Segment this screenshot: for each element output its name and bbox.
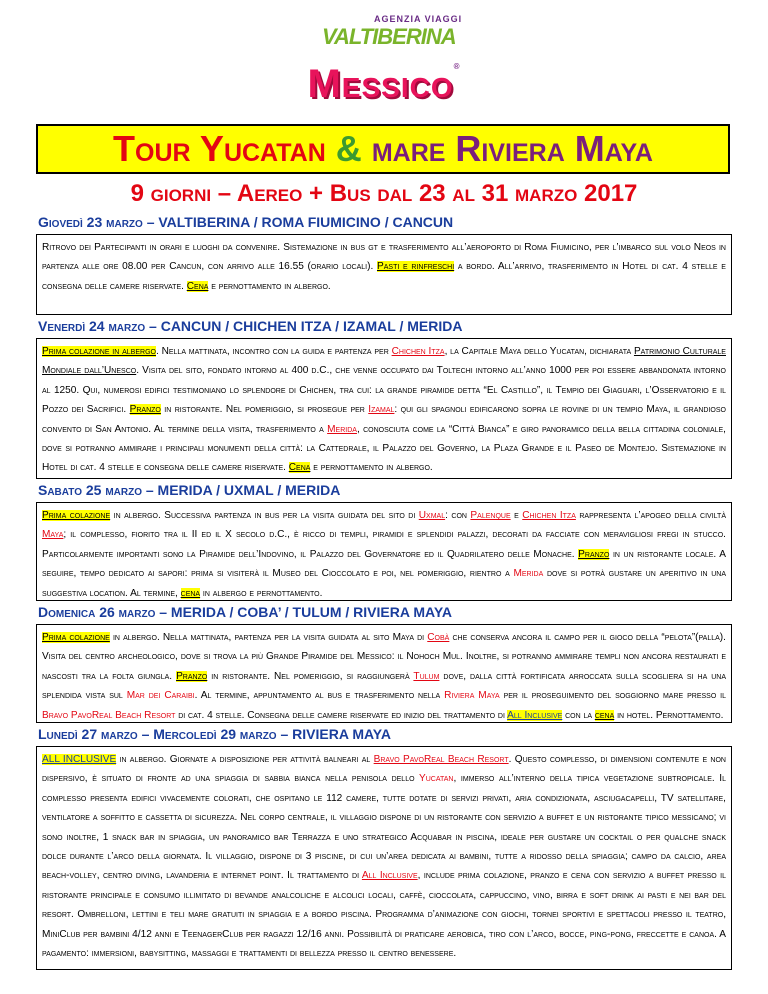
highlight-dinner: cena <box>180 587 201 599</box>
day-description-1 <box>36 234 732 315</box>
day-date: Giovedì 23 marzo – <box>38 214 155 230</box>
text-run: , include prima colazione, pranzo e cena con servizio a buffet presso il ristorante principale e consumo illimitato di bevande analcoliche e alcolici locali, caffè, cioccolata, cappuccino, vino, birra e soft drink ai pasti e nei bar del resort. Ombrelloni, lettini e teli mare gratuiti in spiaggia e a bordo piscina. Programma d’animazione con giochi, tornei sportivi e spettacoli presso il teatro, MiniClub per bambini 4/12 anni e TeenagerClub per ragazzi 12/16 anni. Possibilità di praticare aerobica, tiro con l’arco, bocce, ping-pong, freccette e canoa. A pagamento: immersioni, babysitting, massaggi e trattamenti di bellezza presso il centro benessere. <box>42 870 726 960</box>
day-heading-3 <box>38 482 340 498</box>
text-run: in ristorante. Nel pomeriggio, si raggiungerà <box>207 670 414 682</box>
place-merida: Merida <box>513 568 544 580</box>
place-chichen-itza: Chichen Itza <box>391 346 445 357</box>
text-run: che conserva ancora il campo per il gioco della “pelota”(palla). Visita del centro archeologico, dove si trova la più Grande Piramide del Messico: il Nohoch Mul. Inoltre, si potranno ammirare templi non ancora restaurati e nascosti tra la folta giungla. <box>42 632 726 682</box>
text-run: in albergo. Successiva partenza in bus per la visita guidata del sito di <box>110 510 419 521</box>
place-caribbean-sea: Mar dei Caraibi <box>126 690 195 702</box>
banner-tour: Tour Yucatan <box>113 128 326 169</box>
text-run: : con <box>445 510 471 521</box>
highlight-breakfast: Prima colazione in albergo <box>42 346 156 357</box>
text-run: in albergo. Nella mattinata, partenza per la visita guidata al sito Maya di <box>109 632 428 643</box>
text-run: dove, dalla città fortificata arroccata sulla scogliera si ha una splendida vista sul <box>42 670 726 702</box>
text-run: ; il complesso, fiorito tra il II ed il X secolo d.C., è ricco di templi, piramidi e splendidi palazzi, decorati da facciate con meravigliosi fregi in stucco. Particolarmente importanti sono la Piramide dell’Indovino, il Palazzo del Governatore ed il Quadrilatero delle Monache. <box>42 529 726 560</box>
day-date: Domenica 26 marzo – <box>38 604 168 620</box>
place-palenque: Palenque <box>470 510 511 521</box>
day-heading-2 <box>38 318 462 334</box>
highlight-meals: Pasti e rinfreschi <box>377 261 455 273</box>
text-run: : qui gli spagnoli edificarono sopra le rovine di un tempio Maya, il grandioso convento di San Antonio. Al termine della visita, trasferimento a <box>42 404 726 435</box>
day-heading-1 <box>38 214 453 230</box>
text-run: e pernottamento in albergo. <box>310 462 433 474</box>
highlight-dinner: Cena <box>288 462 311 474</box>
day-heading-4 <box>38 604 452 620</box>
text-run: rappresenta l’apogeo della civiltà <box>575 510 726 521</box>
day-route: RIVIERA MAYA <box>292 726 391 742</box>
text-run: per il proseguimento del soggiorno mare presso il <box>499 690 727 702</box>
text-run: e pernottamento in albergo. <box>208 280 331 292</box>
tour-banner <box>36 124 730 174</box>
day-date: Venerdì 24 marzo – <box>38 318 157 334</box>
text-run: , immerso all’interno della tipica vegetazione subtropicale. Il complesso presenta edifici vivacemente colorati, che ospitano le 112 camere, tutte dotate di servizi privati, aria condizionata, asciugacapelli, TV satellitare, ventilatore a soffitto e cassetta di sicurezza. Nel corpo centrale, il villaggio dispone di un ristorante con servizio a buffet e un ristorante tipico messicano; vi sono inoltre, 1 snack bar in spiaggia, un panoramico bar Terrazza e uno strategico Acquabar in piscina, ideale per gustare un cocktail o per qualche snack dolce durante l’arco della giornata. Il villaggio, dispone di 3 piscine, di cui un’area dedicata ai bambini, tutte a ridosso della spiaggia; campo da calcio, area beach-volley, centro diving, lavanderia e internet point. Il trattamento di <box>42 773 727 882</box>
day-route: VALTIBERINA / ROMA FIUMICINO / CANCUN <box>158 214 454 230</box>
trip-subtitle: 9 giorni – Aereo + Bus dal 23 al 31 marzo 2017 <box>130 180 638 207</box>
text-run: . Questo complesso, di dimensioni contenute e non dispersivo, è situato di fronte ad una spiaggia di sabbia bianca nella penisola dello <box>42 754 726 785</box>
highlight-breakfast: Prima colazione <box>42 632 110 643</box>
place-maya: Maya <box>42 529 64 541</box>
text-run: in albergo e pernottamento. <box>200 587 323 599</box>
day-heading-5 <box>38 726 391 742</box>
day-route: MERIDA / COBA’ / TULUM / RIVIERA MAYA <box>170 604 452 620</box>
place-uxmal: Uxmal <box>418 510 446 521</box>
logo-agency-line: AGENZIA VIAGGI <box>374 14 463 24</box>
highlight-dinner: Cena <box>186 280 209 292</box>
banner-ampersand: & <box>335 128 362 169</box>
text-run: Ritrovo dei Partecipanti in orari e luoghi da convenire. Sistemazione in bus gt e trasferimento all’aeroporto di Roma Fiumicino, per l’imbarco sul volo Neos in partenza alle ore 08.00 per Cancun, con arrivo alle 16.55 (orario locali). <box>42 242 726 273</box>
all-inclusive-label: All Inclusive <box>361 870 418 882</box>
unesco-heritage: Patrimonio Culturale Mondiale dall’Unesco <box>42 346 726 377</box>
place-chichen-itza: Chichen Itza <box>522 510 576 521</box>
text-run: a bordo. All’arrivo, trasferimento in Hotel di cat. 4 stelle e consegna delle camere riservate. <box>42 261 726 292</box>
day-route: MERIDA / UXMAL / MERIDA <box>157 482 341 498</box>
day-description-2 <box>36 338 732 479</box>
title-text: Messico <box>307 62 454 106</box>
day-description-5 <box>36 746 732 970</box>
place-izamal: Izamal <box>368 404 395 416</box>
text-run: in ristorante. Nel pomeriggio, si prosegue per <box>160 404 369 416</box>
place-riviera-maya: Riviera Maya <box>444 690 500 702</box>
banner-sea: mare Riviera Maya <box>371 128 653 169</box>
place-yucatan: Yucatan <box>419 773 454 785</box>
logo-brand: VALTIBERINA <box>322 24 456 49</box>
highlight-all-inclusive: ALL INCLUSIVE <box>42 754 117 765</box>
text-run: . Nella mattinata, incontro con la guida e partenza per <box>155 346 392 357</box>
highlight-lunch: Pranzo <box>176 670 208 682</box>
text-run: . Visita del sito, fondato intorno al 400 d.C., che venne occupato dai Toltechi intorno all’anno 1000 per poi essere abbandonata intorno al 1250. Qui, numerosi edifici testimoniano lo splendore di Chichen, tra cui: la grande piramide detta “El Castillo”, il Tempio dei Giaguari, l’Osservatorio e il Pozzo dei Sacrifici. <box>42 365 726 416</box>
text-run: , conosciuta come la “Città Bianca” e giro panoramico della bella cittadina coloniale, dove si potranno ammirare i principali monumenti della città: la Cattedrale, il Palazzo del Governo, la Plaza Grande e il Paseo de Montejo. Sistemazione in Hotel di cat. 4 stelle e consegna delle camere riservate. <box>42 423 726 474</box>
text-run: di cat. 4 stelle. Consegna delle camere riservate ed inizio del trattamento di <box>175 709 508 721</box>
highlight-lunch: Pranzo <box>129 404 161 416</box>
text-run: in hotel. Pernottamento. <box>614 709 724 721</box>
text-run: con la <box>562 709 595 721</box>
day-date: Lunedì 27 marzo – Mercoledì 29 marzo – <box>38 726 289 742</box>
place-merida: Merida <box>327 423 357 435</box>
place-tulum: Tulum <box>413 670 440 682</box>
place-coba: Cobà <box>427 632 450 643</box>
text-run: , la Capitale Maya dello Yucatan, dichiarata <box>444 346 634 357</box>
page-title <box>0 62 768 107</box>
resort-name: Bravo PavoReal Beach Resort <box>373 754 509 765</box>
text-run: in albergo. Giornate a disposizione per attività balneari al <box>116 754 374 765</box>
registered-mark: ® <box>453 62 461 71</box>
day-date: Sabato 25 marzo – <box>38 482 154 498</box>
day-description-4 <box>36 624 732 723</box>
resort-name: Bravo PavoReal Beach Resort <box>42 709 176 721</box>
highlight-breakfast: Prima colazione <box>42 510 111 521</box>
text-run: dove si potrà gustare un aperitivo in una suggestiva location. Al termine, <box>42 568 726 599</box>
highlight-dinner: cena <box>594 709 615 721</box>
day-route: CANCUN / CHICHEN ITZA / IZAMAL / MERIDA <box>160 318 463 334</box>
highlight-all-inclusive: All Inclusive <box>507 709 563 721</box>
text-run: in un ristorante locale. A seguire, tempo dedicato ai sapori: prima si visiterà il Museo del Cioccolato e poi, nel pomeriggio, rientro a <box>42 548 726 580</box>
day-description-3 <box>36 502 732 601</box>
text-run: e <box>510 510 523 521</box>
highlight-lunch: Pranzo <box>578 548 610 560</box>
text-run: . Al termine, appuntamento al bus e trasferimento nella <box>194 690 445 702</box>
